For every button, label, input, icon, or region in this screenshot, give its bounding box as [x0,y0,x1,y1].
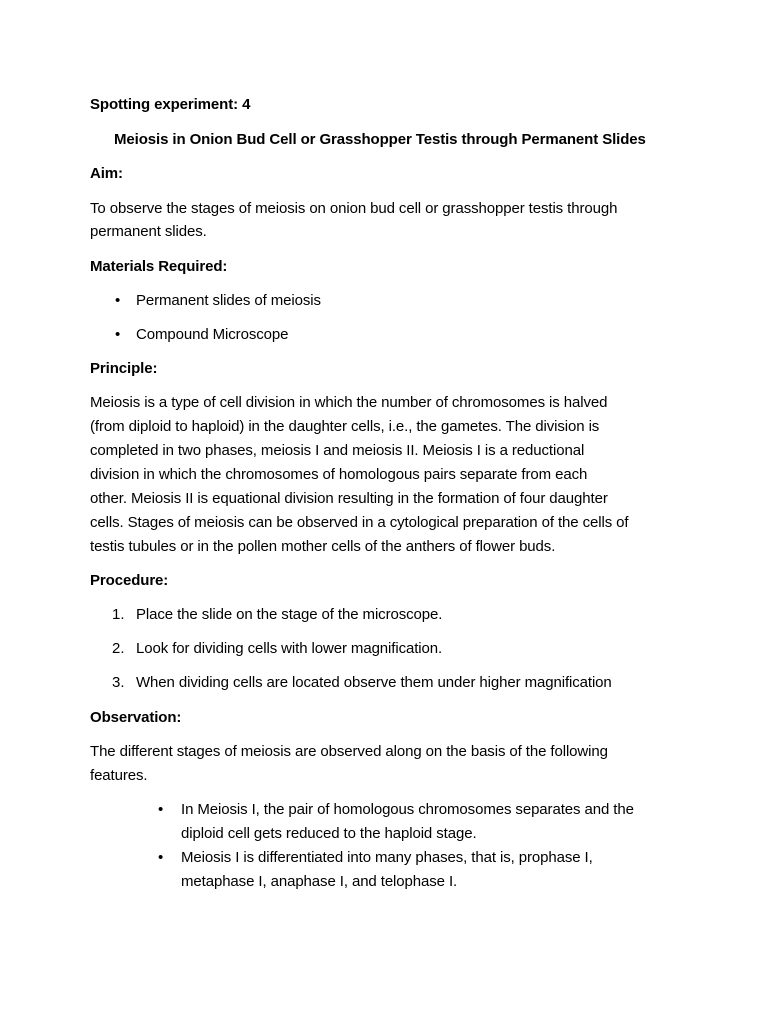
step-number: 3. [112,674,125,691]
bullet-icon: • [158,801,164,818]
observation-point-1-line-1: In Meiosis I, the pair of homologous chromosomes separates and the [181,801,634,818]
materials-item-1: Permanent slides of meiosis [136,292,321,309]
step-number: 2. [112,640,125,657]
principle-line-2: (from diploid to haploid) in the daughter cells, i.e., the gametes. The division is [90,418,600,435]
bullet-icon: • [115,292,121,309]
materials-item-2: Compound Microscope [136,326,289,343]
step-number: 1. [112,606,125,623]
principle-line-6: cells. Stages of meiosis can be observed in a cytological preparation of the cells of [90,514,629,531]
principle-line-7: testis tubules or in the pollen mother cells of the anthers of flower buds. [90,538,556,555]
bullet-icon: • [158,849,164,866]
procedure-heading: Procedure: [90,572,169,589]
principle-line-1: Meiosis is a type of cell division in which the number of chromosomes is halved [90,394,608,411]
observation-heading: Observation: [90,709,182,726]
document-title: Meiosis in Onion Bud Cell or Grasshopper Testis through Permanent Slides [114,131,646,148]
principle-line-4: division in which the chromosomes of homologous pairs separate from each [90,466,588,483]
bullet-icon: • [115,326,121,343]
observation-point-2-line-2: metaphase I, anaphase I, and telophase I. [181,873,458,890]
principle-line-3: completed in two phases, meiosis I and meiosis II. Meiosis I is a reductional [90,442,585,459]
principle-line-5: other. Meiosis II is equational division resulting in the formation of four daughter [90,490,608,507]
aim-line-2: permanent slides. [90,223,207,240]
observation-point-1-line-2: diploid cell gets reduced to the haploid stage. [181,825,477,842]
observation-intro-line-2: features. [90,767,148,784]
materials-heading: Materials Required: [90,258,228,275]
aim-heading: Aim: [90,165,123,182]
procedure-step-2: Look for dividing cells with lower magnification. [136,640,443,657]
principle-heading: Principle: [90,360,158,377]
aim-line-1: To observe the stages of meiosis on onion bud cell or grasshopper testis through [90,200,618,217]
procedure-step-1: Place the slide on the stage of the microscope. [136,606,443,623]
observation-intro-line-1: The different stages of meiosis are observed along on the basis of the following [90,743,608,760]
experiment-label: Spotting experiment: 4 [90,96,251,113]
observation-point-2-line-1: Meiosis I is differentiated into many phases, that is, prophase I, [181,849,593,866]
procedure-step-3: When dividing cells are located observe them under higher magnification [136,674,612,691]
